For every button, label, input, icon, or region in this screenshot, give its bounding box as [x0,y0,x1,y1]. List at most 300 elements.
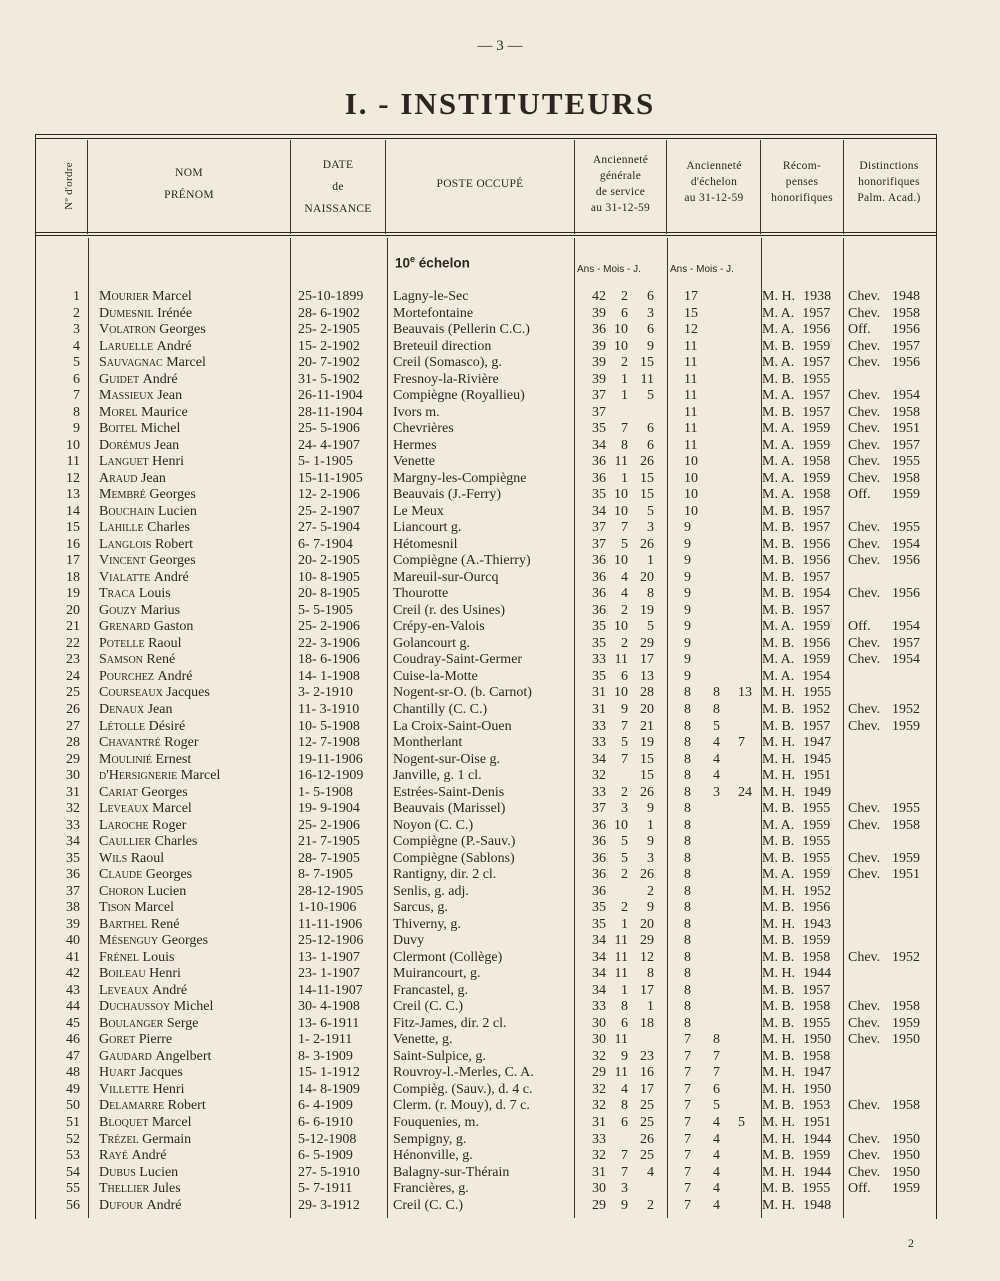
recompense-year: 1943 [803,916,832,932]
anc-gen-days: 15 [640,470,654,486]
recompense-type: M. H. [762,768,796,784]
anc-ech-years: 8 [684,867,691,883]
distinction-type: Chev. [848,437,881,453]
distinction-type: Chev. [848,454,881,470]
poste: Ivors m. [393,404,440,420]
anc-ech-years: 8 [684,883,691,899]
table-row [0,636,1000,653]
table-row [0,1148,1000,1165]
recompense [762,1148,830,1165]
distinction [848,1049,892,1066]
table-row [0,818,1000,835]
anc-gen-months: 4 [621,586,628,602]
anc-ech-months: 3 [713,784,720,800]
distinction [848,983,892,1000]
recompense-year: 1944 [803,966,832,982]
table-row [0,553,1000,570]
table-row [0,471,1000,488]
poste: Creil (r. des Usines) [393,602,505,618]
person-name [99,339,192,356]
anc-gen-years: 31 [592,702,606,717]
distinction-type: Chev. [848,817,881,833]
surname: Goret [99,1032,136,1048]
anc-ech-months: 4 [713,735,720,751]
distinction [848,966,892,983]
recompense [762,504,830,521]
table-row [0,438,1000,455]
anc-gen-months: 10 [614,685,628,701]
anc-gen-years: 31 [592,1115,606,1130]
distinction-type: Chev. [848,1148,881,1164]
distinction [848,917,892,934]
anc-gen-years: 29 [592,1197,606,1213]
anc-gen-years: 36 [592,586,606,602]
anc-ech-years: 8 [684,982,691,998]
recompense-year: 1944 [803,1131,832,1147]
anc-gen-years: 39 [592,338,606,354]
anc-gen-months: 8 [621,1098,628,1114]
person-name [99,355,206,372]
surname: Potelle [99,635,145,651]
birth-date: 19- 9-1904 [298,801,360,817]
first-name: Georges [159,322,206,338]
distinction-year: 1956 [892,586,920,602]
first-name: Marcel [152,289,192,304]
order-number: 32 [66,801,80,817]
recompense-type: M. A. [762,305,795,321]
birth-date: 6- 7-1904 [298,536,353,552]
anc-gen-days: 20 [640,916,654,932]
birth-date: 23- 1-1907 [298,966,360,982]
distinction [848,405,920,422]
person-name [99,289,192,306]
recompense [762,537,830,554]
anc-ech-years: 8 [684,850,691,866]
distinction [848,1165,920,1182]
recompense-type: M. B. [762,801,795,817]
anc-gen-days: 26 [640,867,654,883]
recompense [762,669,830,686]
anc-ech-months: 4 [713,1131,720,1147]
anc-gen-months: 8 [621,437,628,453]
recompense-type: M. H. [762,751,796,767]
first-name: André [131,1148,167,1164]
recompense [762,339,830,356]
anc-gen-years: 36 [592,883,606,899]
anc-gen-days: 25 [640,1115,654,1130]
anc-ech-years: 12 [684,322,698,338]
distinction [848,306,920,323]
header-anc-gen-line2: générale [599,170,642,182]
recompense-type: M. A. [762,817,795,833]
anc-gen-days: 15 [640,355,654,371]
birth-date: 31- 5-1902 [298,371,360,387]
anc-gen-years: 32 [592,1081,606,1097]
table-row [0,785,1000,802]
first-name: Georges [141,784,188,800]
anc-gen-days: 5 [647,503,654,519]
distinction [848,636,920,653]
anc-gen-months: 9 [621,702,628,717]
order-number: 37 [66,883,80,899]
first-name: Marcel [152,801,192,817]
poste: Noyon (C. C.) [393,817,474,833]
recompense-year: 1944 [803,1164,832,1180]
person-name [99,983,187,1000]
anc-gen-days: 9 [647,338,654,354]
distinction-year: 1952 [892,949,920,965]
recompense-year: 1957 [802,982,831,998]
distinction-type: Chev. [848,652,881,668]
anc-gen-days: 4 [647,1164,654,1180]
distinction-type: Chev. [848,1164,881,1180]
anc-gen-days: 13 [640,668,654,684]
anc-gen-months: 11 [614,454,628,470]
birth-date: 1- 2-1911 [298,1032,353,1048]
anc-gen-days: 2 [647,1197,654,1213]
birth-date: 22- 3-1906 [298,635,360,651]
anc-ech-years: 11 [684,404,698,420]
order-number: 16 [66,536,80,552]
poste: Balagny-sur-Thérain [393,1164,510,1180]
first-name: Désiré [148,718,186,734]
echelon-number: 10 [395,255,411,271]
header-poste: POSTE OCCUPÉ [436,178,524,190]
anc-gen-months: 1 [621,371,628,387]
person-name [99,1198,182,1215]
distinction [848,322,920,339]
recompense-year: 1959 [802,470,831,486]
person-name [99,1049,211,1066]
surname: Thellier [99,1181,150,1197]
anc-ech-years: 9 [684,668,691,684]
order-number: 27 [66,718,80,734]
table-row [0,322,1000,339]
recompense-type: M. A. [762,652,795,668]
surname: Courseaux [99,685,163,701]
order-number: 47 [66,1048,80,1064]
anc-gen-months: 7 [621,421,628,437]
anc-gen-years: 34 [592,933,606,949]
anc-gen-months: 2 [621,602,628,618]
distinction-year: 1957 [892,635,920,651]
distinction [848,603,892,620]
distinction [848,884,892,901]
birth-date: 28-11-1904 [298,404,363,420]
anc-ech-years: 8 [684,933,691,949]
anc-ech-months: 4 [713,1115,720,1130]
recompense-type: M. B. [762,371,795,387]
order-number: 28 [66,735,80,751]
order-number: 5 [73,355,80,371]
anc-gen-days: 8 [647,966,654,982]
distinction-type: Chev. [848,801,881,817]
order-number: 4 [73,338,80,354]
anc-ech-years: 9 [684,520,691,536]
order-number: 53 [66,1148,80,1164]
distinction-year: 1954 [892,536,920,552]
header-bottom-rule-2 [36,235,936,236]
anc-gen-months: 7 [621,718,628,734]
anc-gen-days: 26 [640,536,654,552]
recompense-year: 1956 [802,900,831,916]
anc-ech-years: 15 [684,305,698,321]
anc-gen-days: 9 [647,801,654,817]
birth-date: 28- 6-1902 [298,305,360,321]
table-row [0,405,1000,422]
surname: Létolle [99,718,146,734]
anc-gen-months: 11 [614,966,628,982]
poste: Muirancourt, g. [393,966,481,982]
recompense-year: 1957 [802,602,831,618]
header-anc-ech-line3: au 31-12-59 [684,192,744,204]
birth-date: 14-11-1907 [298,982,363,998]
birth-date: 3- 2-1910 [298,685,353,701]
distinction [848,454,920,471]
table-row [0,454,1000,471]
distinction-type: Chev. [848,421,881,437]
distinction-type: Off. [848,619,871,635]
distinction-year: 1959 [892,718,920,734]
recompense-type: M. B. [762,850,795,866]
recompense-type: M. H. [762,1164,796,1180]
birth-date: 1- 5-1908 [298,784,353,800]
order-number: 52 [66,1131,80,1147]
anc-gen-months: 11 [614,933,628,949]
person-name [99,1016,198,1033]
person-name [99,966,181,983]
recompense-year: 1955 [802,834,831,850]
anc-gen-months: 2 [621,867,628,883]
surname: Massieux [99,388,154,404]
recompense-type: M. B. [762,702,795,717]
poste: La Croix-Saint-Ouen [393,718,512,734]
recompense-type: M. A. [762,454,795,470]
distinction [848,553,920,570]
recompense-year: 1949 [803,784,832,800]
distinction [848,785,892,802]
recompense-type: M. H. [762,1081,796,1097]
anc-gen-days: 6 [647,437,654,453]
anc-ech-years: 9 [684,569,691,585]
recompense-type: M. B. [762,1181,795,1197]
poste: Chevrières [393,421,454,437]
recompense [762,999,830,1016]
poste: Venette, g. [393,1032,453,1048]
recompense-year: 1958 [802,949,831,965]
first-name: Michel [173,999,214,1015]
surname: Barthel [99,916,148,932]
order-number: 49 [66,1081,80,1097]
anc-ech-years: 9 [684,619,691,635]
poste: Cuise-la-Motte [393,668,478,684]
distinction-year: 1958 [892,470,920,486]
birth-date: 14- 1-1908 [298,668,360,684]
person-name [99,752,191,769]
anc-ech-years: 8 [684,916,691,932]
recompense [762,685,831,702]
anc-ech-days: 13 [738,685,752,701]
poste: Beauvais (J.-Ferry) [393,487,502,503]
poste: Mortefontaine [393,305,474,321]
recompense-year: 1954 [802,586,831,602]
recompense [762,983,830,1000]
recompense [762,438,830,455]
birth-date: 1-10-1906 [298,900,357,916]
table-row [0,504,1000,521]
surname: Grenard [99,619,151,635]
surname: Gouzy [99,602,137,618]
order-number: 2 [73,305,80,321]
anc-gen-years: 36 [592,322,606,338]
anc-gen-years: 33 [592,999,606,1015]
order-number: 13 [66,487,80,503]
poste: Thiverny, g. [393,916,461,932]
surname: Vincent [99,553,146,569]
first-name: Pierre [138,1032,173,1048]
distinction-year: 1958 [892,404,920,420]
surname: Dorémus [99,437,151,453]
order-number: 51 [66,1115,80,1130]
recompense [762,289,831,306]
anc-gen-days: 9 [647,834,654,850]
order-number: 38 [66,900,80,916]
recompense [762,933,830,950]
distinction-type: Chev. [848,536,881,552]
surname: Huart [99,1065,136,1081]
table-row [0,355,1000,372]
distinction-year: 1956 [892,355,920,371]
anc-gen-years: 35 [592,487,606,503]
anc-ech-years: 8 [684,768,691,784]
anc-gen-days: 20 [640,569,654,585]
poste: Coudray-Saint-Germer [393,652,523,668]
birth-date: 15- 1-1912 [298,1065,360,1081]
recompense-type: M. A. [762,322,795,338]
recompense [762,1198,831,1215]
poste: Beauvais (Marissel) [393,801,506,817]
recompense-type: M. H. [762,1032,796,1048]
person-name [99,917,179,934]
distinction [848,1181,920,1198]
header-recompenses [761,158,843,206]
recompense-type: M. B. [762,338,795,354]
first-name: Lucien [139,1164,179,1180]
first-name: Lucien [157,503,197,519]
order-number: 12 [66,470,80,486]
anc-gen-days: 19 [640,602,654,618]
first-name: Jean [154,437,180,453]
distinction-type: Chev. [848,289,881,304]
recompense-year: 1947 [803,1065,832,1081]
recompense [762,966,831,983]
recompense [762,735,831,752]
table-row [0,619,1000,636]
header-anc-gen-line3: de service [595,186,646,198]
poste: Lagny-le-Sec [393,289,469,304]
person-name [99,719,185,736]
anc-ech-years: 7 [684,1131,691,1147]
anc-gen-years: 33 [592,718,606,734]
distinction [848,339,920,356]
anc-ech-years: 8 [684,949,691,965]
table-row [0,1115,1000,1132]
person-name [99,1165,178,1182]
anc-gen-years: 30 [592,1032,606,1048]
first-name: Robert [154,536,194,552]
recompense [762,586,830,603]
header-nom [88,165,290,203]
birth-date: 6- 5-1909 [298,1148,353,1164]
surname: Araud [99,470,138,486]
distinction-year: 1956 [892,553,920,569]
table-row [0,372,1000,389]
distinction-year: 1950 [892,1131,920,1147]
header-anc-gen-line1: Ancienneté [592,154,649,166]
recompense-year: 1950 [803,1081,832,1097]
recompense-type: M. A. [762,437,795,453]
header-rec-line2: penses [785,176,819,188]
recompense-year: 1950 [803,1032,832,1048]
surname: Morel [99,404,138,420]
distinction-type: Chev. [848,718,881,734]
birth-date: 25-10-1899 [298,289,364,304]
anc-gen-days: 26 [640,1131,654,1147]
surname: Duchaussoy [99,999,171,1015]
table-row [0,586,1000,603]
distinction-type: Chev. [848,520,881,536]
poste: Compiègne (Royallieu) [393,388,525,404]
anc-ech-months: 4 [713,1197,720,1213]
echelon-label [395,254,470,271]
order-number: 6 [73,371,80,387]
order-number: 45 [66,1015,80,1031]
recompense-year: 1959 [802,817,831,833]
distinction-type: Chev. [848,355,881,371]
distinction [848,619,920,636]
recompense-year: 1956 [802,322,831,338]
distinction-year: 1958 [892,1098,920,1114]
order-number: 11 [66,454,80,470]
echelon-text: échelon [415,255,470,271]
anc-gen-months: 1 [621,388,628,404]
distinction-year: 1959 [892,487,920,503]
poste: Clermont (Collège) [393,949,503,965]
surname: Guidet [99,371,140,387]
recompense-year: 1956 [802,536,831,552]
surname: Denaux [99,702,145,717]
recompense-year: 1959 [802,421,831,437]
anc-ech-years: 8 [684,718,691,734]
poste: Clerm. (r. Mouy), d. 7 c. [393,1098,530,1114]
distinction-year: 1951 [892,421,920,437]
header-rec-line3: honorifiques [771,192,833,204]
surname: Dubus [99,1164,136,1180]
anc-gen-years: 35 [592,668,606,684]
recompense-year: 1938 [803,289,832,304]
first-name: André [156,338,192,354]
poste: Janville, g. 1 cl. [393,768,482,784]
first-name: Gaston [153,619,194,635]
anc-gen-months: 2 [621,900,628,916]
recompense-year: 1952 [802,702,831,717]
header-dist-line2: honorifiques [858,176,920,188]
poste: Chantilly (C. C.) [393,702,488,717]
anc-ech-months: 5 [713,718,720,734]
surname: Rayé [99,1148,128,1164]
anc-gen-years: 35 [592,421,606,437]
person-name [99,553,196,570]
